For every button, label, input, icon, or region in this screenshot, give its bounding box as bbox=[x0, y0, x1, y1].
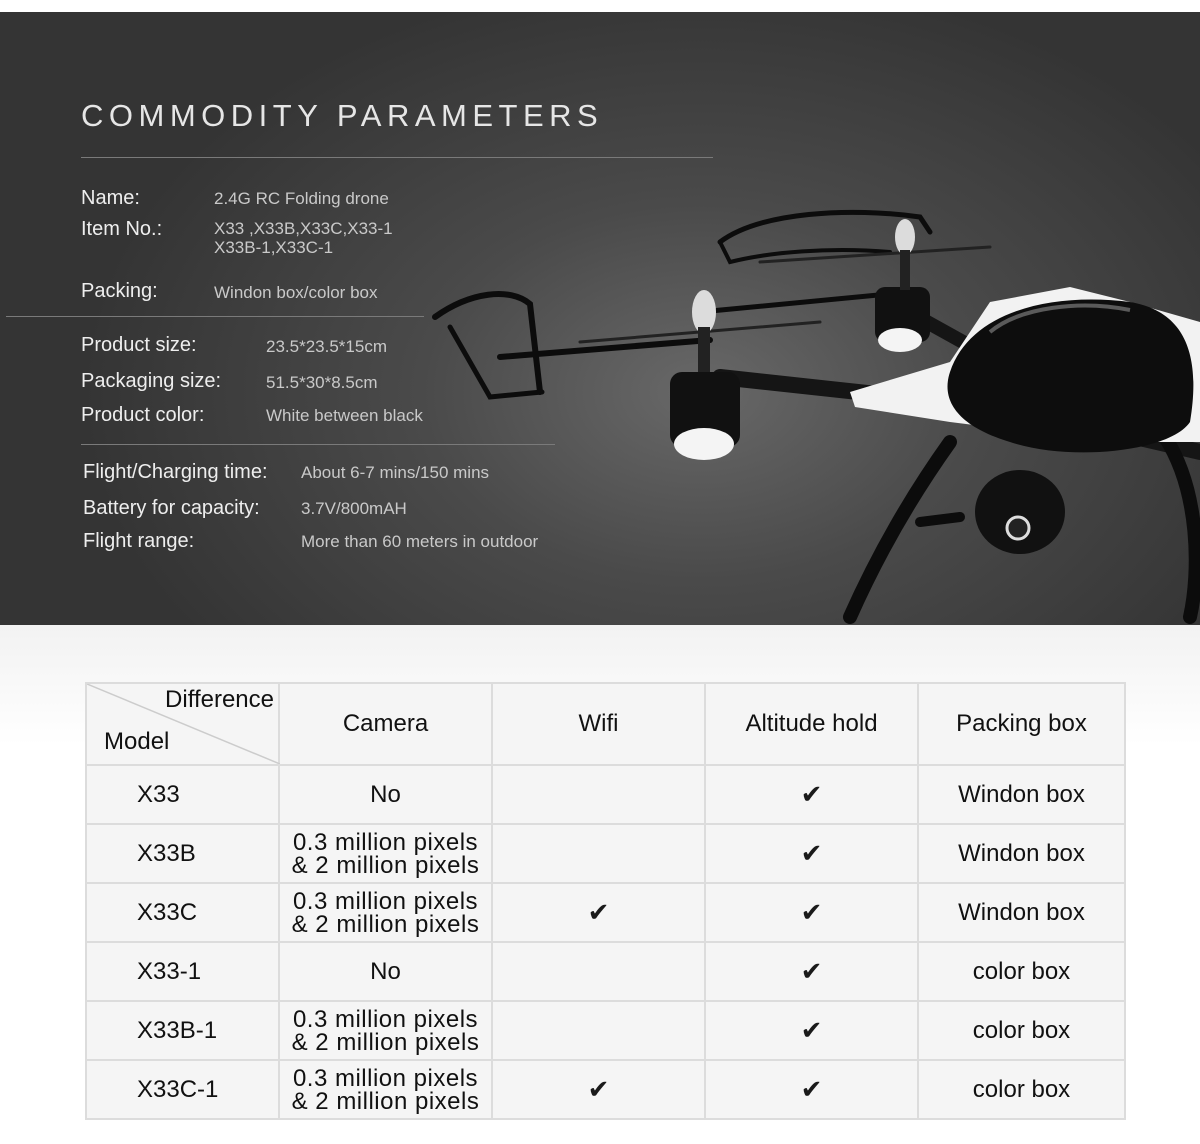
table-header-row bbox=[86, 683, 1125, 765]
table-row bbox=[86, 765, 1125, 824]
spec-label-packing: Packing: bbox=[81, 280, 158, 302]
camera-cell bbox=[279, 1060, 492, 1119]
checkmark-icon: ✔ bbox=[800, 779, 823, 810]
spec-label-product-size: Product size: bbox=[81, 334, 197, 356]
altitude-hold-cell bbox=[705, 1001, 918, 1060]
header-altitude-hold: Altitude hold bbox=[705, 683, 918, 765]
camera-line-1: 0.3 million pixels bbox=[292, 828, 479, 856]
camera-line-1: 0.3 million pixels bbox=[292, 1064, 479, 1092]
model-cell: X33C-1 bbox=[86, 1060, 279, 1119]
table-row bbox=[86, 824, 1125, 883]
checkmark-icon: ✔ bbox=[800, 1074, 823, 1105]
camera-line-1: 0.3 million pixels bbox=[292, 1005, 479, 1033]
model-cell: X33 bbox=[86, 765, 279, 824]
spec-label-product-color: Product color: bbox=[81, 404, 205, 426]
header-camera: Camera bbox=[279, 683, 492, 765]
packing-box-cell: Windon box bbox=[918, 824, 1125, 883]
wifi-cell bbox=[492, 1001, 705, 1060]
packing-box-cell: color box bbox=[918, 1001, 1125, 1060]
checkmark-icon: ✔ bbox=[800, 1015, 823, 1046]
checkmark-icon: ✔ bbox=[800, 956, 823, 987]
model-cell: X33B bbox=[86, 824, 279, 883]
wifi-cell bbox=[492, 824, 705, 883]
spec-value-product-size: 23.5*23.5*15cm bbox=[266, 337, 387, 356]
divider bbox=[6, 316, 424, 317]
spec-label-flight-time: Flight/Charging time: bbox=[83, 461, 268, 483]
spec-value-battery: 3.7V/800mAH bbox=[301, 499, 407, 518]
header-difference: Difference bbox=[165, 686, 274, 713]
spec-label-item-no: Item No.: bbox=[81, 218, 163, 240]
spec-value-name: 2.4G RC Folding drone bbox=[214, 189, 389, 208]
wifi-cell bbox=[492, 883, 705, 942]
packing-box-cell: Windon box bbox=[918, 883, 1125, 942]
checkmark-icon: ✔ bbox=[800, 838, 823, 869]
spec-label-name: Name: bbox=[81, 187, 140, 209]
wifi-cell bbox=[492, 1060, 705, 1119]
spec-label-battery: Battery for capacity: bbox=[83, 497, 260, 519]
camera-cell: No bbox=[279, 942, 492, 1001]
table-row bbox=[86, 1001, 1125, 1060]
packing-box-cell: color box bbox=[918, 1060, 1125, 1119]
camera-cell bbox=[279, 1001, 492, 1060]
table-row bbox=[86, 883, 1125, 942]
header-model: Model bbox=[104, 728, 170, 755]
camera-line-1: 0.3 million pixels bbox=[292, 887, 479, 915]
camera-line-2: & 2 million pixels bbox=[291, 1028, 480, 1056]
camera-cell bbox=[279, 883, 492, 942]
spec-value-item-no: X33 ,X33B,X33C,X33-1 bbox=[214, 219, 393, 238]
spec-value-item-no-line2: X33B-1,X33C-1 bbox=[214, 238, 334, 257]
hero-banner bbox=[0, 12, 1200, 625]
wifi-cell bbox=[492, 942, 705, 1001]
spec-value-flight-range: More than 60 meters in outdoor bbox=[301, 532, 539, 551]
packing-box-cell: Windon box bbox=[918, 765, 1125, 824]
altitude-hold-cell bbox=[705, 1060, 918, 1119]
model-cell: X33-1 bbox=[86, 942, 279, 1001]
spec-value-packaging-size: 51.5*30*8.5cm bbox=[266, 373, 378, 392]
section-title: COMMODITY PARAMETERS bbox=[81, 98, 604, 133]
camera-cell: No bbox=[279, 765, 492, 824]
checkmark-icon: ✔ bbox=[587, 1074, 610, 1105]
altitude-hold-cell bbox=[705, 765, 918, 824]
header-wifi: Wifi bbox=[492, 683, 705, 765]
model-cell: X33C bbox=[86, 883, 279, 942]
drone-image bbox=[430, 192, 1200, 625]
table-row bbox=[86, 942, 1125, 1001]
camera-cell bbox=[279, 824, 492, 883]
spec-value-flight-time: About 6-7 mins/150 mins bbox=[301, 463, 490, 482]
checkmark-icon: ✔ bbox=[800, 897, 823, 928]
model-comparison-table bbox=[85, 682, 1126, 1120]
altitude-hold-cell bbox=[705, 883, 918, 942]
altitude-hold-cell bbox=[705, 824, 918, 883]
model-cell: X33B-1 bbox=[86, 1001, 279, 1060]
camera-line-2: & 2 million pixels bbox=[291, 851, 480, 879]
packing-box-cell: color box bbox=[918, 942, 1125, 1001]
spec-label-packaging-size: Packaging size: bbox=[81, 370, 222, 392]
header-packing-box: Packing box bbox=[918, 683, 1125, 765]
checkmark-icon: ✔ bbox=[587, 897, 610, 928]
altitude-hold-cell bbox=[705, 942, 918, 1001]
spec-value-product-color: White between black bbox=[266, 406, 423, 425]
spec-label-flight-range: Flight range: bbox=[83, 530, 195, 552]
spec-value-packing: Windon box/color box bbox=[214, 283, 378, 302]
table-row bbox=[86, 1060, 1125, 1119]
header-corner-cell bbox=[86, 683, 279, 765]
comparison-section bbox=[0, 625, 1200, 1144]
divider bbox=[81, 157, 713, 158]
wifi-cell bbox=[492, 765, 705, 824]
camera-line-2: & 2 million pixels bbox=[291, 910, 480, 938]
camera-line-2: & 2 million pixels bbox=[291, 1087, 480, 1115]
